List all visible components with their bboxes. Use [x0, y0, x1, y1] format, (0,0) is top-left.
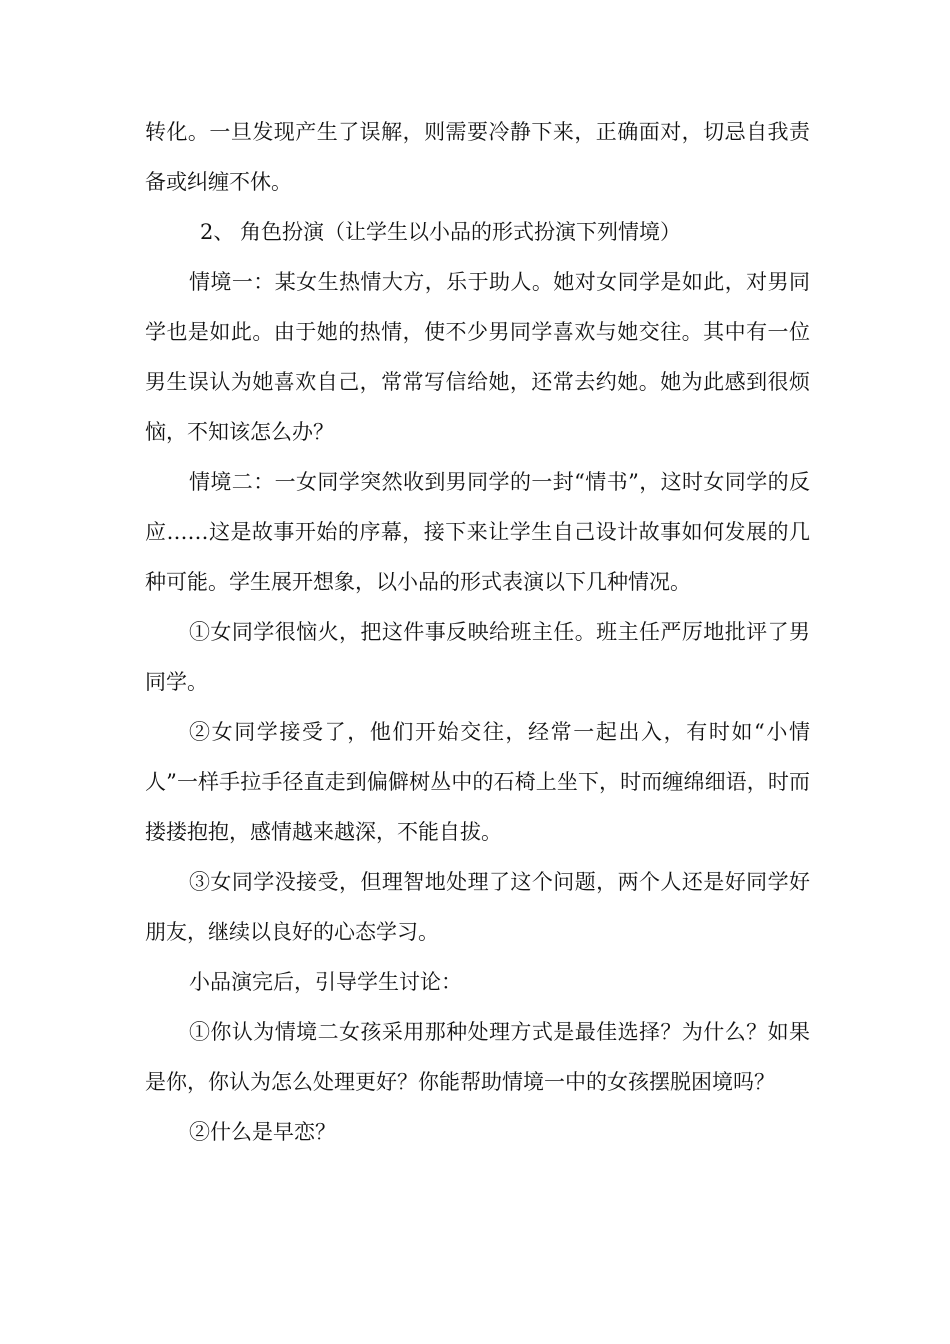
- paragraph-scenario-one: 情境一：某女生热情大方，乐于助人。她对女同学是如此，对男同学也是如此。由于她的热情，使不少男同学喜欢与她交往。其中有一位男生误认为她喜欢自己，常常写信给她，还常去约她。她为此感到很烦恼，不知该怎么办？: [145, 270, 810, 444]
- paragraph-scenario-two: 情境二：一女同学突然收到男同学的一封“情书”，这时女同学的反应……这是故事开始的序幕，接下来让学生自己设计故事如何发展的几种可能。学生展开想象，以小品的形式表演以下几种情况。: [145, 470, 810, 594]
- document-page: [145, 107, 810, 1157]
- paragraph-question-two: ②什么是早恋？: [189, 1120, 336, 1144]
- section-title: 角色扮演（让学生以小品的形式扮演下列情境）: [240, 220, 681, 244]
- section-number: 2、: [200, 220, 235, 244]
- paragraph-discussion-intro: 小品演完后，引导学生讨论：: [189, 970, 462, 994]
- paragraph-option-two: ②女同学接受了，他们开始交往，经常一起出入，有时如“小情人”一样手拉手径直走到偏僻树丛中的石椅上坐下，时而缠绵细语，时而搂搂抱抱，感情越来越深，不能自拔。: [145, 720, 810, 844]
- paragraph-question-one: ①你认为情境二女孩采用那种处理方式是最佳选择？为什么？如果是你，你认为怎么处理更好？你能帮助情境一中的女孩摆脱困境吗？: [145, 1020, 810, 1094]
- paragraph-continuation: 转化。一旦发现产生了误解，则需要冷静下来，正确面对，切忌自我责备或纠缠不休。: [145, 120, 810, 194]
- paragraph-option-one: ①女同学很恼火，把这件事反映给班主任。班主任严厉地批评了男同学。: [145, 620, 810, 694]
- paragraph-option-three: ③女同学没接受，但理智地处理了这个问题，两个人还是好同学好朋友，继续以良好的心态学习。: [145, 870, 810, 944]
- section-heading: [145, 207, 810, 257]
